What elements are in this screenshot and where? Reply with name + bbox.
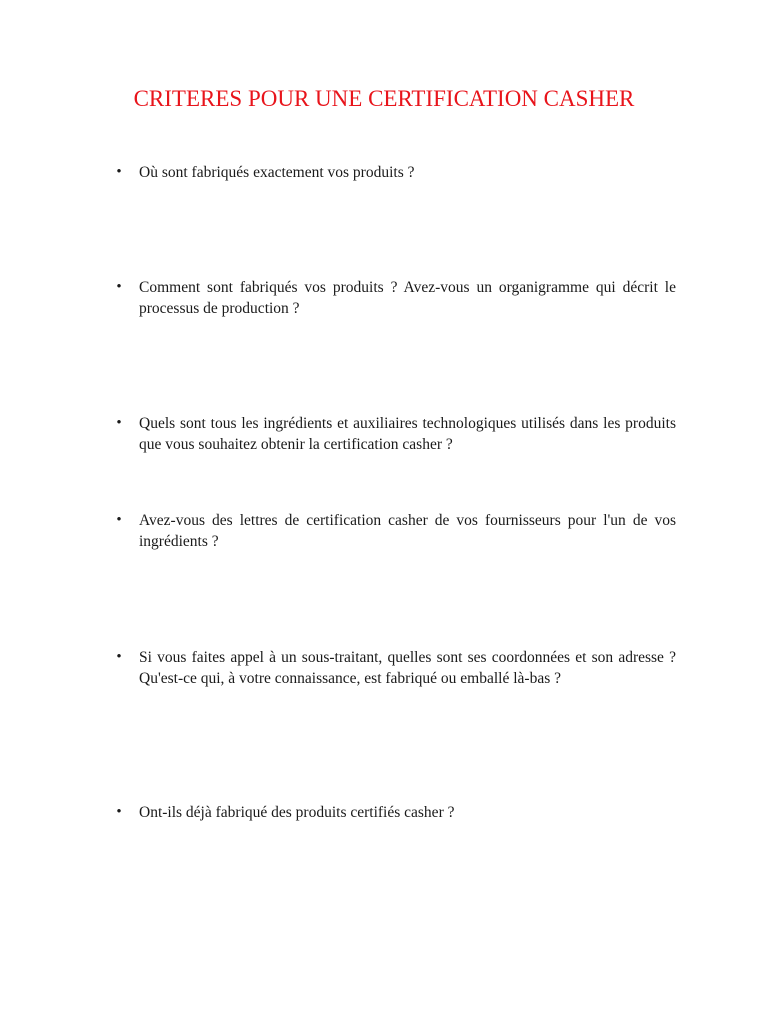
list-item — [116, 162, 676, 183]
list-item — [116, 510, 676, 552]
list-item-text: Si vous faites appel à un sous-traitant, quelles sont ses coordonnées et son adresse ? Qu'est-ce qui, à votre connaissance, est fabriqué ou emballé là-bas ? — [139, 649, 676, 687]
bullet-icon: • — [116, 512, 122, 528]
list-item — [116, 647, 676, 689]
list-item — [116, 277, 676, 319]
bullet-icon: • — [116, 804, 122, 820]
list-item-text: Quels sont tous les ingrédients et auxiliaires technologiques utilisés dans les produits que vous souhaitez obtenir la certification casher ? — [139, 415, 676, 453]
list-item — [116, 413, 676, 455]
list-item-text: Avez-vous des lettres de certification casher de vos fournisseurs pour l'un de vos ingrédients ? — [139, 512, 676, 550]
bullet-icon: • — [116, 164, 122, 180]
bullet-icon: • — [116, 279, 122, 295]
document-title: CRITERES POUR UNE CERTIFICATION CASHER — [133, 86, 635, 111]
list-item-text: Où sont fabriqués exactement vos produits ? — [139, 164, 415, 181]
list-item-text: Ont-ils déjà fabriqué des produits certifiés casher ? — [139, 804, 455, 821]
list-item-text: Comment sont fabriqués vos produits ? Avez-vous un organigramme qui décrit le processus de production ? — [139, 279, 676, 317]
list-item — [116, 802, 676, 823]
bullet-icon: • — [116, 649, 122, 665]
bullet-icon: • — [116, 415, 122, 431]
